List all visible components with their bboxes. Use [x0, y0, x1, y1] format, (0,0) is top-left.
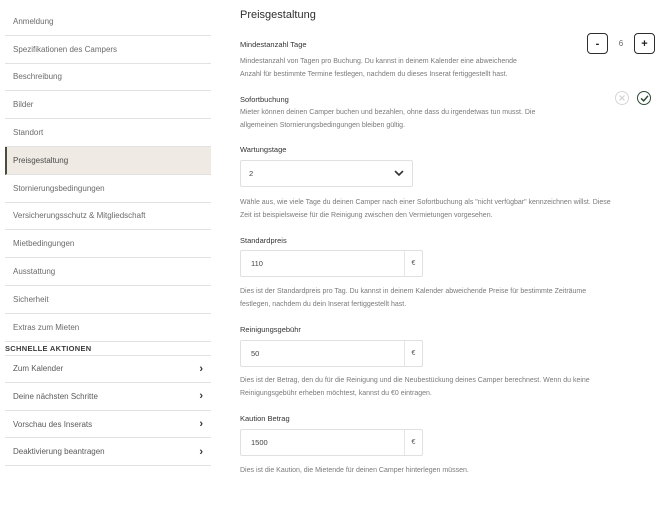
- quick-action-calendar[interactable]: [5, 356, 211, 384]
- deposit-input[interactable]: [240, 429, 423, 456]
- quick-action-next-steps[interactable]: [5, 383, 211, 411]
- maintenance-days-select[interactable]: [240, 160, 413, 187]
- sidebar-item-anmeldung[interactable]: Anmeldung: [5, 8, 211, 36]
- quick-action-deactivate[interactable]: [5, 438, 211, 466]
- instant-booking-description: Mieter können deinen Camper buchen und bezahlen, ohne dass du irgendetwas tun musst. Die allgemeinen Stornierungsbedingungen bleiben gültig.: [240, 109, 536, 129]
- maintenance-days-label: Wartungstage: [240, 145, 287, 154]
- sidebar: [5, 8, 211, 466]
- min-days-value: 6: [618, 39, 624, 48]
- chevron-right-icon: ›: [199, 362, 203, 375]
- currency-unit: €: [404, 341, 422, 366]
- quick-action-label: Vorschau des Inserats: [13, 419, 93, 429]
- cleaning-fee-input[interactable]: [240, 340, 423, 367]
- deposit-value: 1500: [251, 438, 268, 447]
- deposit-description: Dies ist die Kaution, die Mietende für deinen Camper hinterlegen müssen.: [240, 467, 469, 474]
- deposit-label: Kaution Betrag: [240, 414, 290, 423]
- disable-option[interactable]: [615, 91, 629, 105]
- chevron-down-icon: [394, 170, 404, 177]
- cleaning-fee-value: 50: [251, 349, 260, 358]
- chevron-right-icon: ›: [199, 445, 203, 458]
- sidebar-item-standort[interactable]: Standort: [5, 119, 211, 147]
- increment-button[interactable]: +: [634, 33, 655, 54]
- instant-booking-label: Sofortbuchung: [240, 95, 289, 104]
- sidebar-item-stornierung[interactable]: Stornierungsbedingungen: [5, 175, 211, 203]
- standard-price-label: Standardpreis: [240, 236, 287, 245]
- min-days-description: Mindestanzahl von Tagen pro Buchung. Du kannst in deinem Kalender eine abweichende Anzahl für bestimmte Termine festlegen, nachdem du dieses Inserat fertiggestellt hast.: [240, 58, 517, 78]
- sidebar-item-extras[interactable]: Extras zum Mieten: [5, 314, 211, 342]
- instant-booking-toggle: [615, 91, 651, 105]
- close-icon: [618, 94, 626, 102]
- chevron-right-icon: ›: [199, 390, 203, 403]
- quick-actions-title: SCHNELLE AKTIONEN: [5, 342, 211, 356]
- currency-unit: €: [404, 430, 422, 455]
- standard-price-input[interactable]: [240, 250, 423, 277]
- quick-action-label: Deine nächsten Schritte: [13, 391, 98, 401]
- enable-option[interactable]: [637, 91, 651, 105]
- sidebar-item-bilder[interactable]: Bilder: [5, 91, 211, 119]
- sidebar-item-preisgestaltung[interactable]: Preisgestaltung: [5, 147, 211, 175]
- quick-action-preview[interactable]: [5, 411, 211, 439]
- quick-action-label: Deaktivierung beantragen: [13, 447, 105, 457]
- cleaning-fee-label: Reinigungsgebühr: [240, 325, 301, 334]
- sidebar-item-beschreibung[interactable]: Beschreibung: [5, 64, 211, 92]
- quick-action-label: Zum Kalender: [13, 364, 64, 374]
- page-title: Preisgestaltung: [240, 9, 316, 21]
- min-days-label: Mindestanzahl Tage: [240, 40, 307, 49]
- chevron-right-icon: ›: [199, 418, 203, 431]
- sidebar-item-mietbedingungen[interactable]: Mietbedingungen: [5, 230, 211, 258]
- standard-price-description: Dies ist der Standardpreis pro Tag. Du kannst in deinem Kalender abweichende Preise für bestimmte Zeiträume festlegen, nachdem du dein Inserat fertiggestellt hast.: [240, 288, 587, 308]
- maintenance-days-value: 2: [249, 169, 254, 178]
- maintenance-days-description: Wähle aus, wie viele Tage du deinen Camper nach einer Sofortbuchung als "nicht verfügbar" kennzeichnen willst. Diese Zeit ist beispielsweise für die Reinigung zwischen den Vermietungen vorgesehen.: [240, 199, 611, 219]
- min-days-stepper: [587, 33, 655, 54]
- sidebar-item-ausstattung[interactable]: Ausstattung: [5, 258, 211, 286]
- cleaning-fee-description: Dies ist der Betrag, den du für die Reinigung und die Neubestückung deines Camper berechnest. Wenn du keine Reinigungsgebühr erheben möchtest, kannst du €0 eintragen.: [240, 377, 590, 397]
- decrement-button[interactable]: -: [587, 33, 608, 54]
- sidebar-item-spezifikationen[interactable]: Spezifikationen des Campers: [5, 36, 211, 64]
- sidebar-item-sicherheit[interactable]: Sicherheit: [5, 286, 211, 314]
- check-icon: [640, 94, 649, 103]
- standard-price-value: 110: [251, 259, 263, 268]
- sidebar-item-versicherung[interactable]: Versicherungsschutz & Mitgliedschaft: [5, 203, 211, 231]
- currency-unit: €: [404, 251, 422, 276]
